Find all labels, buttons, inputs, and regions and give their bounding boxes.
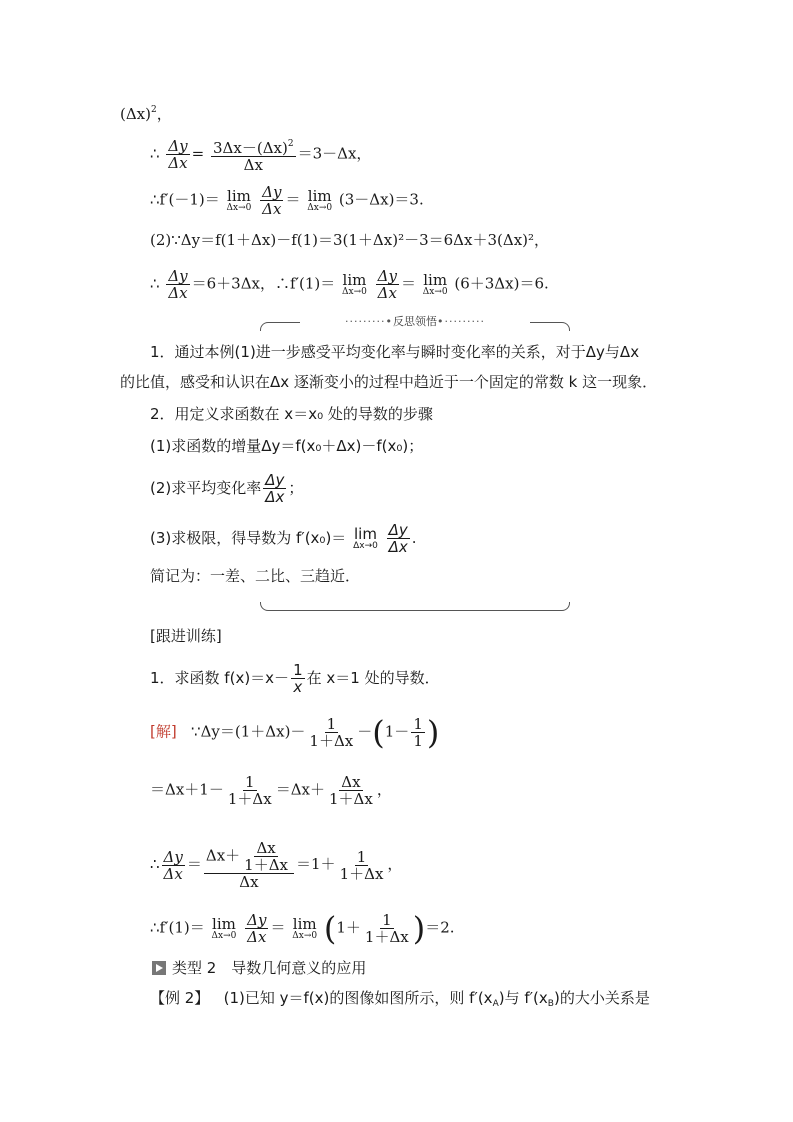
question-text: 在 x＝1 处的导数． [306,669,440,687]
reflection-title: 反思领悟 [393,315,437,328]
result-text: (6＋3Δx)＝6. [449,274,549,293]
formula-line-1: ∴ $\frac{\Delta y}{\Delta x}$ = $\frac{3\Delta x-(\Delta x)^2}{\Delta x}$ ＝3－Δx， [150,137,372,174]
limit-symbol: lim Δx→0 [307,186,333,213]
formula-line-4: ∴ $\frac{\Delta y}{\Delta x}$ ＝6＋3Δx，∴f′(1)＝ lim Δx→0 $\frac{\Delta y}{\Delta x}$ ＝ lim Δx→0 (6＋3Δx)＝6. [150,267,549,302]
formula-line-3 [150,230,549,250]
solution-line-4: ∴f′(1)＝ lim Δx→0 $\frac{\Delta y}{\Delta x}$ ＝ lim Δx→0 (1＋ $\frac{1}{1+\Delta x}$ )＝2. [150,909,455,948]
step-2: (2)求平均变化率 $\frac{\Delta y}{\Delta x}$ ； [150,471,304,506]
practice-heading-text: [跟进训练] [150,627,222,645]
derivative-label: ＝6＋3Δx，∴f′(1)＝ [191,274,336,293]
fraction: $\frac{1}{1}$ [413,715,423,750]
reflection-box-bottom [260,602,570,611]
fraction-dy-dx: $\frac{\Delta y}{\Delta x}$ [377,267,397,302]
limit-symbol: lim Δx→0 [353,524,378,551]
fraction-dy-dx: $\frac{\Delta y}{\Delta x}$ [163,847,183,883]
reflection-text: 1．通过本例(1)进一步感受平均变化率与瞬时变化率的关系，对于Δy与Δx [150,343,640,361]
summary-line [150,566,360,586]
fraction: $\frac{1}{1+\Delta x}$ [364,911,409,946]
section-title: 类型 2 导数几何意义的应用 [172,959,367,977]
formula-line-0: $(\Delta x)^2$， [120,105,172,123]
limit-symbol: lim Δx→0 [422,270,448,297]
fraction-1-over-x: $\frac{1}{x}$ [293,661,303,696]
reflection-text: 的比值，感受和认识在Δx 逐渐变小的过程中趋近于一个固定的常数 k 这一现象． [120,373,658,391]
formula-line-2: ∴f′(－1)＝ lim Δx→0 $\frac{\Delta y}{\Delta x}$ ＝ lim Δx→0 (3－Δx)＝3. [150,183,424,218]
solution-line-3: ∴ $\frac{\Delta y}{\Delta x}$ ＝ Δx＋ $\frac{\Delta x}{1+\Delta x}$ Δx ＝1＋ $\frac{1}{1+\Delta x}$ ， [150,839,403,891]
fraction-dy-dx: $\frac{\Delta y}{\Delta x}$ [168,267,188,302]
fraction: $\frac{1}{1+\Delta x}$ [339,847,384,883]
step-text: (2)求平均变化率 [150,479,262,497]
limit-symbol: lim Δx→0 [226,186,252,213]
fraction-dy-dx: $\frac{\Delta y}{\Delta x}$ [168,137,188,172]
example-text: (1)已知 y＝f(x)的图像如图所示，则 f′(x [223,989,493,1007]
summary-text: 简记为：一差、二比、三趋近． [150,567,361,585]
question-text: 1．求函数 f(x)＝x－ [150,669,290,687]
fraction: $\frac{1}{1+\Delta x}$ [227,773,272,808]
play-triangle-icon [152,961,166,975]
fraction: $\frac{1}{1+\Delta x}$ [309,715,354,750]
delta-y-expansion: (2)∵Δy＝f(1＋Δx)－f(1)＝3(1＋Δx)²－3＝6Δx＋3(Δx)²， [150,231,550,249]
example-2: 【例 2】 (1)已知 y＝f(x)的图像如图所示，则 $f'(x_A)$与 $f'(x_B)$的大小关系是 [150,989,650,1009]
fraction-dy-dx: $\frac{\Delta y}{\Delta x}$ [265,471,285,506]
therefore-symbol: ∴ [150,144,160,163]
solution-line-1: [解] ∵Δy＝(1＋Δx)－ $\frac{1}{1+\Delta x}$ －(1－ $\frac{1}{1}$ ) [150,713,440,752]
fraction-dy-dx: $\frac{\Delta y}{\Delta x}$ [388,521,408,556]
limit-symbol: lim Δx→0 [211,914,237,941]
reflection-badge: ·········•反思领悟•········· [300,313,530,329]
derivative-label: ∴f′(－1)＝ [150,190,220,209]
delta-x-squared: (Δx) [120,105,151,123]
compound-fraction: Δx＋ $\frac{\Delta x}{1+\Delta x}$ Δx [204,840,294,890]
limit-symbol: lim Δx→0 [292,914,318,941]
result-text: (3－Δx)＝3. [334,190,424,209]
practice-heading [150,626,222,646]
result-text: ＝3－Δx， [297,144,372,163]
step-3: (3)求极限，得导数为 f′(x₀)＝ lim Δx→0 $\frac{\Delta y}{\Delta x}$ . [150,521,417,556]
example-tag: 【例 2】 [150,989,210,1007]
step-text: (3)求极限，得导数为 f′(x₀)＝ [150,529,347,547]
reflection-text: 2．用定义求函数在 x＝x₀ 处的导数的步骤 [150,405,433,423]
section-type-2 [152,958,366,978]
limit-symbol: lim Δx→0 [342,270,367,297]
fraction-dy-dx: $\frac{\Delta y}{\Delta x}$ [247,911,267,946]
solution-line-2: ＝Δx＋1－ $\frac{1}{1+\Delta x}$ ＝Δx＋ $\frac{\Delta x}{1+\Delta x}$ ， [150,773,392,808]
step-text: (1)求函数的增量Δy＝f(x₀＋Δx)－f(x₀)； [150,437,424,455]
reflection-para-1b [120,372,657,392]
fraction: $\frac{\Delta x}{1+\Delta x}$ [328,773,373,808]
fraction-dy-dx: $\frac{\Delta y}{\Delta x}$ [262,183,282,218]
practice-question [150,662,440,695]
fraction-expression: $\frac{3\Delta x-(\Delta x)^2}{\Delta x}$ [211,136,296,173]
step-1 [150,436,423,456]
reflection-para-2 [150,404,433,424]
reflection-para-1a [150,342,639,362]
solution-tag: [解] [150,722,177,741]
